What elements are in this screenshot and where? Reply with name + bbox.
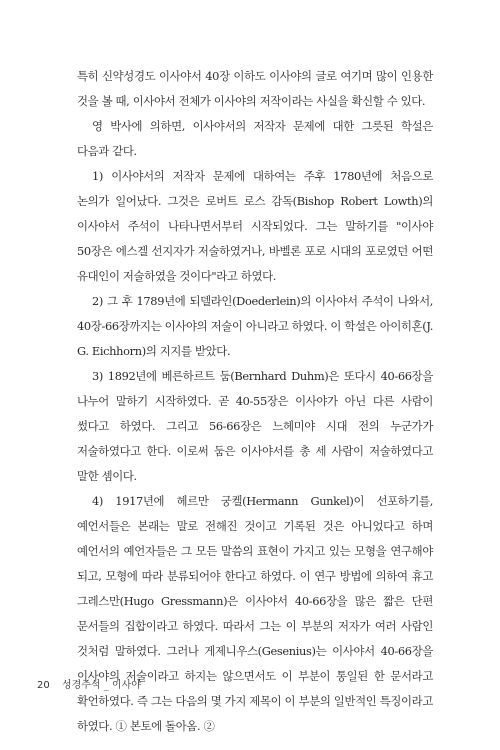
page-footer	[37, 676, 141, 691]
paragraph-intro: 영 박사에 의하면, 이사야서의 저작자 문제에 대한 그릇된 학설은 다음과 같다.	[77, 119, 433, 158]
body-text	[77, 64, 433, 739]
page-number: 20	[37, 680, 50, 691]
paragraph-point-3: 3) 1892년에 베른하르트 둠(Bernhard Duhm)은 또다시 40-66장을 나누어 말하기 시작하였다. 곧 40-55장은 이사야가 아닌 다른 사람이 썼다고 하였다. 그리고 56-66장은 느헤미야 시대 전의 누군가가 저술하였다고 한다. 이로써 둠은 이사야서를 총 세 사람이 저술하였다고 말한 셈이다.	[77, 369, 433, 483]
paragraph-point-1: 1) 이사야서의 저작자 문제에 대하여는 주후 1780년에 처음으로 논의가 일어났다. 그것은 로버트 로스 감독(Bishop Robert Lowth)의 이사야서 주석이 나타나면서부터 시작되었다. 그는 말하기를 "이사야 50장은 에스겔 선지자가 저술하였거나, 바벨론 포로 시대의 포로였던 어떤 유대인이 저술하였을 것이다"라고 하였다.	[77, 169, 433, 283]
running-title: 성경주석 _ 이사야	[61, 680, 141, 691]
paragraph-point-2: 2) 그 후 1789년에 되델라인(Doederlein)의 이사야서 주석이 나와서, 40장-66장까지는 이사야의 저술이 아니라고 하였다. 이 학설은 아이히혼(J. G. Eichhorn)의 지지를 받았다.	[77, 294, 433, 358]
paragraph-point-4: 4) 1917년에 헤르만 궁켈(Hermann Gunkel)이 선포하기를, 예언서들은 본래는 말로 전해진 것이고 기록된 것은 아니었다고 하며 예언서의 예언자들은 그 모든 말씀의 표현이 가지고 있는 모형을 연구해야 되고, 모형에 따라 분류되어야 한다고 하였다. 이 연구 방법에 의하여 휴고 그레스만(Hugo Gressmann)은 이사야서 40-66장을 많은 짧은 단편 문서들의 집합이라고 하였다. 따라서 그는 이 부분의 저자가 여러 사람인 것처럼 말하였다. 그러나 게제니우스(Gesenius)는 이사야서 40-66장을 이사야의 저술이라고 하지는 않으면서도 이 부분이 통일된 한 문서라고 확언하였다. 즉 그는 다음의 몇 가지 제목이 이 부분의 일반적인 특징이라고 하였다. ① 본토에 돌아옴. ②	[77, 494, 433, 733]
paragraph-continuation: 특히 신약성경도 이사야서 40장 이하도 이사야의 글로 여기며 많이 인용한 것을 볼 때, 이사야서 전체가 이사야의 저작이라는 사실을 확신할 수 있다.	[77, 69, 433, 108]
